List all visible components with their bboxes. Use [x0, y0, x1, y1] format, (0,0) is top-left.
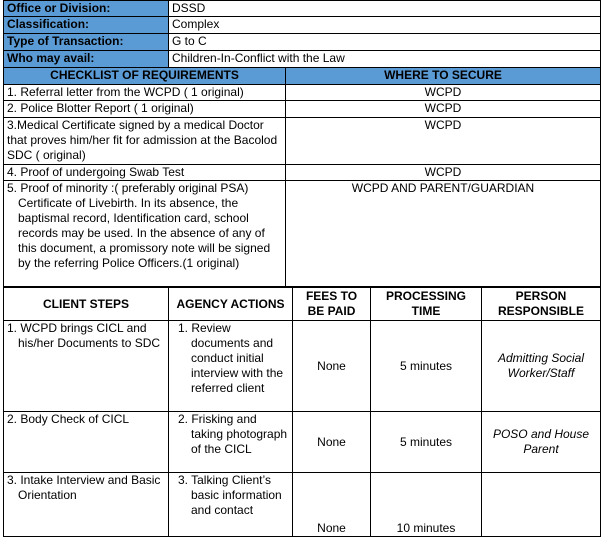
info-value: Children-In-Conflict with the Law	[169, 51, 601, 68]
info-row	[4, 1, 601, 17]
processing-time: 5 minutes	[371, 321, 482, 412]
info-row	[4, 17, 601, 34]
info-label: Classification:	[4, 17, 169, 34]
checklist-row	[4, 165, 601, 181]
header-person-responsible: PERSON RESPONSIBLE	[482, 288, 601, 321]
where-to-secure: WCPD AND PARENT/GUARDIAN	[286, 181, 601, 287]
client-step: 1. WCPD brings CICL and his/her Documents to SDC	[7, 321, 161, 350]
client-step: 3. Intake Interview and Basic Orientation	[7, 473, 161, 502]
client-steps-table	[3, 287, 601, 537]
requirement-text: 5. Proof of minority :( preferably original PSA) Certificate of Livebirth. In its absence, the baptismal record, Identification card, school records may be used. In the absence of any of this document, a promissory note will be signed by the referring Police Officers.(1 original)	[7, 181, 271, 270]
checklist-header-row	[4, 68, 601, 85]
requirement-text: 2. Police Blotter Report ( 1 original)	[4, 101, 286, 118]
client-step: 2. Body Check of CICL	[4, 412, 169, 473]
checklist-header-requirements: CHECKLIST OF REQUIREMENTS	[4, 68, 286, 85]
step-row	[4, 321, 601, 412]
person-responsible: Admitting Social Worker/Staff	[482, 321, 601, 412]
where-to-secure: WCPD	[286, 101, 601, 118]
info-value: DSSD	[169, 1, 601, 17]
where-to-secure: WCPD	[286, 85, 601, 101]
person-responsible	[482, 473, 601, 537]
fee: None	[293, 473, 371, 537]
fee: None	[293, 321, 371, 412]
where-to-secure: WCPD	[286, 165, 601, 181]
header-processing-time: PROCESSING TIME	[371, 288, 482, 321]
checklist-row	[4, 101, 601, 118]
header-client-steps: CLIENT STEPS	[4, 288, 169, 321]
info-row	[4, 51, 601, 68]
service-info-table	[3, 0, 601, 287]
checklist-row	[4, 85, 601, 101]
info-row	[4, 34, 601, 51]
agency-action: 3. Talking Client’s basic information and contact	[178, 473, 282, 517]
header-fees: FEES TO BE PAID	[293, 288, 371, 321]
requirement-text: 1. Referral letter from the WCPD ( 1 original)	[4, 85, 286, 101]
info-value: Complex	[169, 17, 601, 34]
steps-header-row	[4, 288, 601, 321]
fee: None	[293, 412, 371, 473]
step-row	[4, 473, 601, 537]
info-label: Who may avail:	[4, 51, 169, 68]
processing-time: 10 minutes	[371, 473, 482, 537]
where-to-secure: WCPD	[286, 118, 601, 165]
requirement-text: 3.Medical Certificate signed by a medical Doctor that proves him/her fit for admission at the Bacolod SDC ( original)	[4, 118, 286, 165]
checklist-header-where: WHERE TO SECURE	[286, 68, 601, 85]
checklist-row	[4, 118, 601, 165]
agency-action: 1. Review documents and conduct initial interview with the referred client	[178, 321, 284, 395]
info-value: G to C	[169, 34, 601, 51]
info-label: Type of Transaction:	[4, 34, 169, 51]
header-agency-actions: AGENCY ACTIONS	[169, 288, 293, 321]
info-label: Office or Division:	[4, 1, 169, 17]
agency-action: 2. Frisking and taking photograph of the CICL	[178, 412, 288, 456]
processing-time: 5 minutes	[371, 412, 482, 473]
requirement-text: 4. Proof of undergoing Swab Test	[4, 165, 286, 181]
checklist-row	[4, 181, 601, 287]
step-row	[4, 412, 601, 473]
person-responsible: POSO and House Parent	[482, 412, 601, 473]
